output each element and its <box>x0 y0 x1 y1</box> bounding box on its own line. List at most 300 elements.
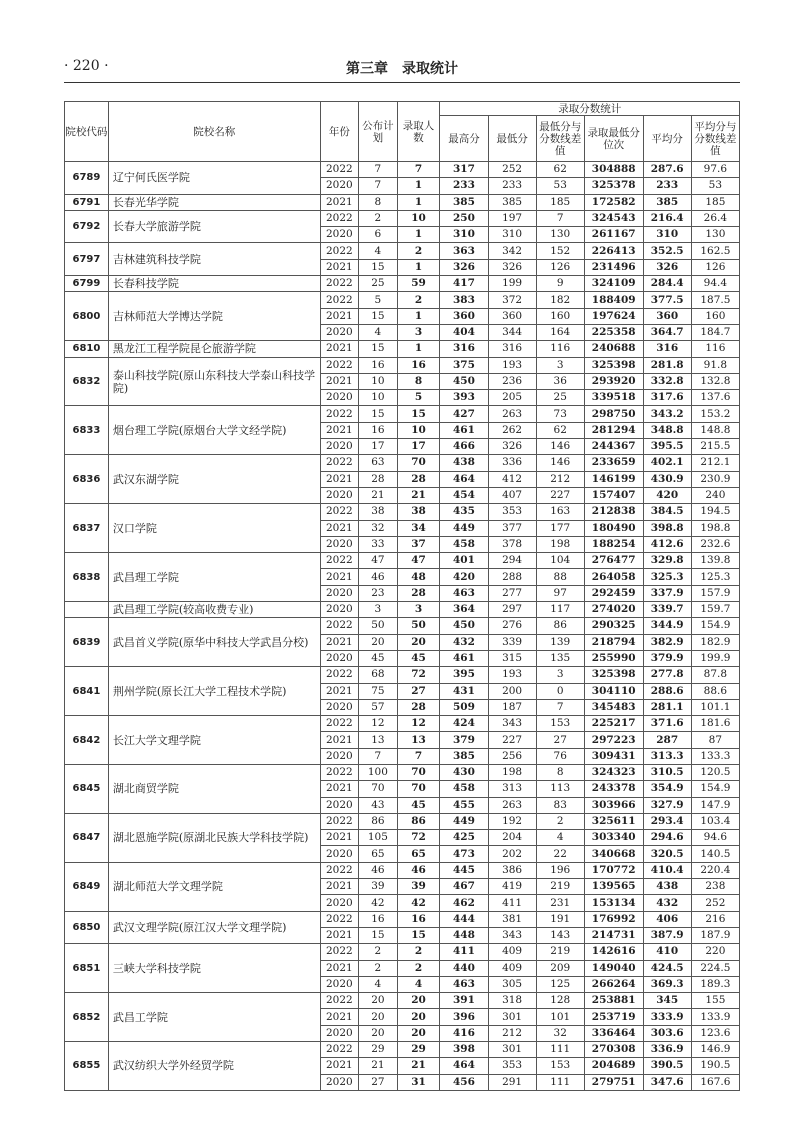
table-cell: 288.6 <box>643 683 691 699</box>
table-cell: 281294 <box>584 422 643 438</box>
school-code: 6850 <box>65 911 109 944</box>
table-cell: 431 <box>440 683 488 699</box>
table-cell: 2021 <box>320 1009 359 1025</box>
table-cell: 317.6 <box>643 390 691 406</box>
table-cell: 10 <box>397 210 440 226</box>
table-cell: 287 <box>643 732 691 748</box>
table-cell: 385 <box>488 194 536 210</box>
table-cell: 5 <box>397 390 440 406</box>
table-cell: 344.9 <box>643 618 691 634</box>
table-row <box>65 602 740 618</box>
table-cell: 386 <box>488 862 536 878</box>
table-cell: 2022 <box>320 292 359 308</box>
table-cell: 238 <box>691 879 739 895</box>
table-cell: 182 <box>536 292 584 308</box>
table-cell: 212.1 <box>691 455 739 471</box>
school-name: 武昌理工学院 <box>108 553 320 602</box>
table-cell: 20 <box>359 634 398 650</box>
table-cell: 2020 <box>320 390 359 406</box>
page-header <box>64 50 740 83</box>
table-cell: 360 <box>488 308 536 324</box>
table-cell: 305 <box>488 976 536 992</box>
table-cell: 86 <box>359 813 398 829</box>
table-row <box>65 243 740 259</box>
table-cell: 100 <box>359 764 398 780</box>
school-code: 6832 <box>65 357 109 406</box>
table-cell: 303966 <box>584 797 643 813</box>
table-cell: 2022 <box>320 813 359 829</box>
school-code: 6810 <box>65 341 109 357</box>
table-row <box>65 764 740 780</box>
table-cell: 133.3 <box>691 748 739 764</box>
table-cell: 233 <box>643 178 691 194</box>
table-cell: 344 <box>488 324 536 340</box>
table-cell: 3 <box>397 324 440 340</box>
table-cell: 153134 <box>584 895 643 911</box>
table-cell: 277 <box>488 585 536 601</box>
table-cell: 146 <box>536 455 584 471</box>
table-cell: 146.9 <box>691 1042 739 1058</box>
table-cell: 57 <box>359 699 398 715</box>
table-cell: 316 <box>488 341 536 357</box>
table-cell: 128 <box>536 993 584 1009</box>
table-row <box>65 194 740 210</box>
table-cell: 32 <box>536 1025 584 1041</box>
table-cell: 354.9 <box>643 781 691 797</box>
table-cell: 233 <box>488 178 536 194</box>
table-cell: 5 <box>359 292 398 308</box>
table-cell: 199 <box>488 276 536 292</box>
table-row <box>65 667 740 683</box>
table-cell: 120.5 <box>691 764 739 780</box>
table-cell: 28 <box>397 699 440 715</box>
school-name: 长江大学文理学院 <box>108 716 320 765</box>
table-cell: 32 <box>359 520 398 536</box>
table-row <box>65 357 740 373</box>
school-name: 辽宁何氏医学院 <box>108 162 320 195</box>
school-code: 6851 <box>65 944 109 993</box>
table-cell: 192 <box>488 813 536 829</box>
table-cell: 167.6 <box>691 1074 739 1090</box>
table-cell: 197624 <box>584 308 643 324</box>
table-cell: 266264 <box>584 976 643 992</box>
table-cell: 6 <box>359 227 398 243</box>
table-cell: 332.8 <box>643 373 691 389</box>
table-cell: 21 <box>359 1058 398 1074</box>
table-cell: 290325 <box>584 618 643 634</box>
table-cell: 231 <box>536 895 584 911</box>
table-cell: 317 <box>440 162 488 178</box>
table-cell: 97 <box>536 585 584 601</box>
table-cell: 2022 <box>320 993 359 1009</box>
school-code: 6789 <box>65 162 109 195</box>
table-cell: 38 <box>397 504 440 520</box>
table-cell: 309431 <box>584 748 643 764</box>
table-cell: 438 <box>440 455 488 471</box>
table-cell: 132.8 <box>691 373 739 389</box>
table-cell: 336464 <box>584 1025 643 1041</box>
table-cell: 205 <box>488 390 536 406</box>
table-row <box>65 504 740 520</box>
school-name: 吉林师范大学博达学院 <box>108 292 320 341</box>
table-cell: 345483 <box>584 699 643 715</box>
table-row <box>65 993 740 1009</box>
table-cell: 190.5 <box>691 1058 739 1074</box>
table-cell: 409 <box>488 944 536 960</box>
table-cell: 219 <box>536 879 584 895</box>
table-cell: 13 <box>359 732 398 748</box>
table-cell: 395.5 <box>643 439 691 455</box>
table-cell: 339518 <box>584 390 643 406</box>
table-cell: 37 <box>397 536 440 552</box>
table-cell: 360 <box>440 308 488 324</box>
school-name: 长春光华学院 <box>108 194 320 210</box>
table-cell: 2022 <box>320 243 359 259</box>
table-cell: 288 <box>488 569 536 585</box>
table-cell: 185 <box>691 194 739 210</box>
table-row <box>65 553 740 569</box>
table-cell: 364.7 <box>643 324 691 340</box>
table-cell: 294.6 <box>643 830 691 846</box>
table-cell: 200 <box>488 683 536 699</box>
school-code: 6852 <box>65 993 109 1042</box>
table-cell: 226413 <box>584 243 643 259</box>
table-cell: 445 <box>440 862 488 878</box>
table-cell: 379 <box>440 732 488 748</box>
table-cell: 2020 <box>320 650 359 666</box>
table-cell: 83 <box>536 797 584 813</box>
table-cell: 116 <box>691 341 739 357</box>
table-cell: 2021 <box>320 341 359 357</box>
table-cell: 2022 <box>320 716 359 732</box>
table-row <box>65 292 740 308</box>
table-cell: 2022 <box>320 553 359 569</box>
table-cell: 318 <box>488 993 536 1009</box>
table-cell: 86 <box>397 813 440 829</box>
table-cell: 398.8 <box>643 520 691 536</box>
table-cell: 2021 <box>320 830 359 846</box>
table-cell: 2021 <box>320 960 359 976</box>
table-cell: 424 <box>440 716 488 732</box>
table-cell: 224.5 <box>691 960 739 976</box>
school-code: 6838 <box>65 553 109 602</box>
table-cell: 34 <box>397 520 440 536</box>
table-cell: 3 <box>359 602 398 618</box>
table-cell: 177 <box>536 520 584 536</box>
table-cell: 70 <box>397 764 440 780</box>
table-cell: 20 <box>397 993 440 1009</box>
table-cell: 181.6 <box>691 716 739 732</box>
table-cell: 17 <box>359 439 398 455</box>
table-cell: 184.7 <box>691 324 739 340</box>
table-cell: 424.5 <box>643 960 691 976</box>
table-cell: 46 <box>397 862 440 878</box>
header-max: 最高分 <box>440 116 488 162</box>
table-cell: 385 <box>440 194 488 210</box>
table-cell: 4 <box>397 976 440 992</box>
table-cell: 2021 <box>320 308 359 324</box>
table-cell: 15 <box>359 259 398 275</box>
table-cell: 148.8 <box>691 422 739 438</box>
table-cell: 382.9 <box>643 634 691 650</box>
table-cell: 20 <box>359 1025 398 1041</box>
table-cell: 50 <box>359 618 398 634</box>
table-cell: 212838 <box>584 504 643 520</box>
table-cell: 220.4 <box>691 862 739 878</box>
table-cell: 76 <box>536 748 584 764</box>
table-cell: 304110 <box>584 683 643 699</box>
table-cell: 316 <box>643 341 691 357</box>
table-cell: 147.9 <box>691 797 739 813</box>
table-cell: 185 <box>536 194 584 210</box>
table-cell: 225358 <box>584 324 643 340</box>
table-row <box>65 813 740 829</box>
table-cell: 227 <box>536 487 584 503</box>
table-cell: 387.9 <box>643 927 691 943</box>
table-cell: 53 <box>691 178 739 194</box>
table-cell: 162.5 <box>691 243 739 259</box>
table-cell: 410.4 <box>643 862 691 878</box>
header-score-group: 录取分数统计 <box>440 102 740 116</box>
table-cell: 170772 <box>584 862 643 878</box>
table-cell: 188409 <box>584 292 643 308</box>
table-cell: 130 <box>691 227 739 243</box>
table-cell: 298750 <box>584 406 643 422</box>
table-cell: 7 <box>536 210 584 226</box>
table-cell: 411 <box>488 895 536 911</box>
table-cell: 28 <box>359 471 398 487</box>
table-cell: 50 <box>397 618 440 634</box>
table-cell: 440 <box>440 960 488 976</box>
table-cell: 343.2 <box>643 406 691 422</box>
table-cell: 458 <box>440 536 488 552</box>
school-name: 烟台理工学院(原烟台大学文经学院) <box>108 406 320 455</box>
table-cell: 198 <box>536 536 584 552</box>
header-code: 院校代码 <box>65 102 109 162</box>
table-cell: 473 <box>440 846 488 862</box>
table-cell: 28 <box>397 471 440 487</box>
table-cell: 385 <box>440 748 488 764</box>
table-cell: 4 <box>359 976 398 992</box>
table-cell: 1 <box>397 308 440 324</box>
table-cell: 448 <box>440 927 488 943</box>
table-cell: 2022 <box>320 210 359 226</box>
table-cell: 25 <box>536 390 584 406</box>
table-cell: 293.4 <box>643 813 691 829</box>
table-cell: 301 <box>488 1042 536 1058</box>
table-cell: 21 <box>397 487 440 503</box>
admission-stats-table <box>64 101 740 1091</box>
table-cell: 9 <box>536 276 584 292</box>
table-cell: 160 <box>691 308 739 324</box>
table-cell: 324109 <box>584 276 643 292</box>
table-row <box>65 911 740 927</box>
school-name: 湖北商贸学院 <box>108 764 320 813</box>
table-cell: 2020 <box>320 748 359 764</box>
table-cell: 336.9 <box>643 1042 691 1058</box>
table-body <box>65 162 740 1091</box>
table-cell: 87.8 <box>691 667 739 683</box>
school-name: 长春科技学院 <box>108 276 320 292</box>
school-name: 吉林建筑科技学院 <box>108 243 320 276</box>
table-row <box>65 406 740 422</box>
table-cell: 2021 <box>320 422 359 438</box>
table-cell: 327.9 <box>643 797 691 813</box>
table-cell: 16 <box>359 422 398 438</box>
school-code: 6797 <box>65 243 109 276</box>
table-cell: 2020 <box>320 536 359 552</box>
school-code <box>65 602 109 618</box>
table-cell: 218794 <box>584 634 643 650</box>
table-cell: 230.9 <box>691 471 739 487</box>
table-cell: 343 <box>488 716 536 732</box>
school-name: 武昌工学院 <box>108 993 320 1042</box>
school-name: 武昌首义学院(原华中科技大学武昌分校) <box>108 618 320 667</box>
school-name: 黑龙江工程学院昆仑旅游学院 <box>108 341 320 357</box>
table-cell: 227 <box>488 732 536 748</box>
table-cell: 130 <box>536 227 584 243</box>
table-cell: 2020 <box>320 227 359 243</box>
table-cell: 2 <box>397 960 440 976</box>
table-cell: 75 <box>359 683 398 699</box>
table-cell: 2020 <box>320 487 359 503</box>
table-cell: 29 <box>359 1042 398 1058</box>
table-cell: 402.1 <box>643 455 691 471</box>
table-cell: 29 <box>397 1042 440 1058</box>
table-cell: 187 <box>488 699 536 715</box>
table-cell: 466 <box>440 439 488 455</box>
table-cell: 7 <box>359 162 398 178</box>
table-cell: 15 <box>397 406 440 422</box>
table-cell: 2022 <box>320 455 359 471</box>
table-cell: 456 <box>440 1074 488 1090</box>
table-cell: 463 <box>440 976 488 992</box>
table-cell: 292459 <box>584 585 643 601</box>
table-cell: 291 <box>488 1074 536 1090</box>
header-avgdiff: 平均分与分数线差值 <box>691 116 739 162</box>
table-cell: 160 <box>536 308 584 324</box>
table-cell: 343 <box>488 927 536 943</box>
table-cell: 91.8 <box>691 357 739 373</box>
table-cell: 353 <box>488 1058 536 1074</box>
table-cell: 140.5 <box>691 846 739 862</box>
table-cell: 340668 <box>584 846 643 862</box>
table-cell: 315 <box>488 650 536 666</box>
table-cell: 39 <box>397 879 440 895</box>
table-cell: 12 <box>359 716 398 732</box>
table-cell: 339.7 <box>643 602 691 618</box>
table-cell: 233659 <box>584 455 643 471</box>
table-cell: 3 <box>536 357 584 373</box>
table-cell: 4 <box>536 830 584 846</box>
school-code: 6841 <box>65 667 109 716</box>
table-cell: 139 <box>536 634 584 650</box>
table-cell: 47 <box>397 553 440 569</box>
table-cell: 23 <box>359 585 398 601</box>
table-cell: 65 <box>397 846 440 862</box>
table-cell: 36 <box>536 373 584 389</box>
table-cell: 252 <box>488 162 536 178</box>
table-cell: 375 <box>440 357 488 373</box>
table-cell: 383 <box>440 292 488 308</box>
table-cell: 4 <box>359 324 398 340</box>
table-cell: 313.3 <box>643 748 691 764</box>
table-cell: 15 <box>397 927 440 943</box>
table-cell: 163 <box>536 504 584 520</box>
table-cell: 42 <box>397 895 440 911</box>
table-cell: 364 <box>440 602 488 618</box>
table-cell: 2020 <box>320 895 359 911</box>
table-cell: 393 <box>440 390 488 406</box>
table-cell: 2 <box>359 210 398 226</box>
table-cell: 310.5 <box>643 764 691 780</box>
table-cell: 143 <box>536 927 584 943</box>
chapter-title: 第三章 录取统计 <box>346 61 458 77</box>
table-cell: 146199 <box>584 471 643 487</box>
table-cell: 417 <box>440 276 488 292</box>
header-name: 院校名称 <box>108 102 320 162</box>
table-cell: 88 <box>536 569 584 585</box>
table-cell: 2021 <box>320 781 359 797</box>
table-cell: 149040 <box>584 960 643 976</box>
table-cell: 256 <box>488 748 536 764</box>
table-cell: 104 <box>536 553 584 569</box>
table-cell: 279751 <box>584 1074 643 1090</box>
table-cell: 2020 <box>320 1025 359 1041</box>
table-cell: 189.3 <box>691 976 739 992</box>
table-cell: 157407 <box>584 487 643 503</box>
table-cell: 139565 <box>584 879 643 895</box>
table-cell: 432 <box>643 895 691 911</box>
school-code: 6842 <box>65 716 109 765</box>
table-cell: 416 <box>440 1025 488 1041</box>
table-row <box>65 162 740 178</box>
table-cell: 2020 <box>320 976 359 992</box>
table-cell: 182.9 <box>691 634 739 650</box>
school-name: 三峡大学科技学院 <box>108 944 320 993</box>
table-cell: 117 <box>536 602 584 618</box>
table-cell: 455 <box>440 797 488 813</box>
table-row <box>65 944 740 960</box>
table-cell: 2020 <box>320 324 359 340</box>
table-cell: 277.8 <box>643 667 691 683</box>
table-cell: 2022 <box>320 276 359 292</box>
table-cell: 70 <box>397 455 440 471</box>
table-cell: 62 <box>536 422 584 438</box>
table-cell: 406 <box>643 911 691 927</box>
table-cell: 2 <box>359 960 398 976</box>
table-cell: 325378 <box>584 178 643 194</box>
table-cell: 339 <box>488 634 536 650</box>
table-cell: 411 <box>440 944 488 960</box>
table-cell: 264058 <box>584 569 643 585</box>
table-cell: 250 <box>440 210 488 226</box>
table-cell: 194.5 <box>691 504 739 520</box>
table-cell: 377 <box>488 520 536 536</box>
table-cell: 152 <box>536 243 584 259</box>
table-cell: 13 <box>397 732 440 748</box>
table-cell: 326 <box>440 259 488 275</box>
table-cell: 252 <box>691 895 739 911</box>
table-cell: 15 <box>359 308 398 324</box>
table-cell: 2021 <box>320 259 359 275</box>
table-cell: 461 <box>440 650 488 666</box>
table-cell: 199.9 <box>691 650 739 666</box>
table-cell: 10 <box>397 422 440 438</box>
table-cell: 17 <box>397 439 440 455</box>
table-cell: 310 <box>643 227 691 243</box>
table-cell: 59 <box>397 276 440 292</box>
